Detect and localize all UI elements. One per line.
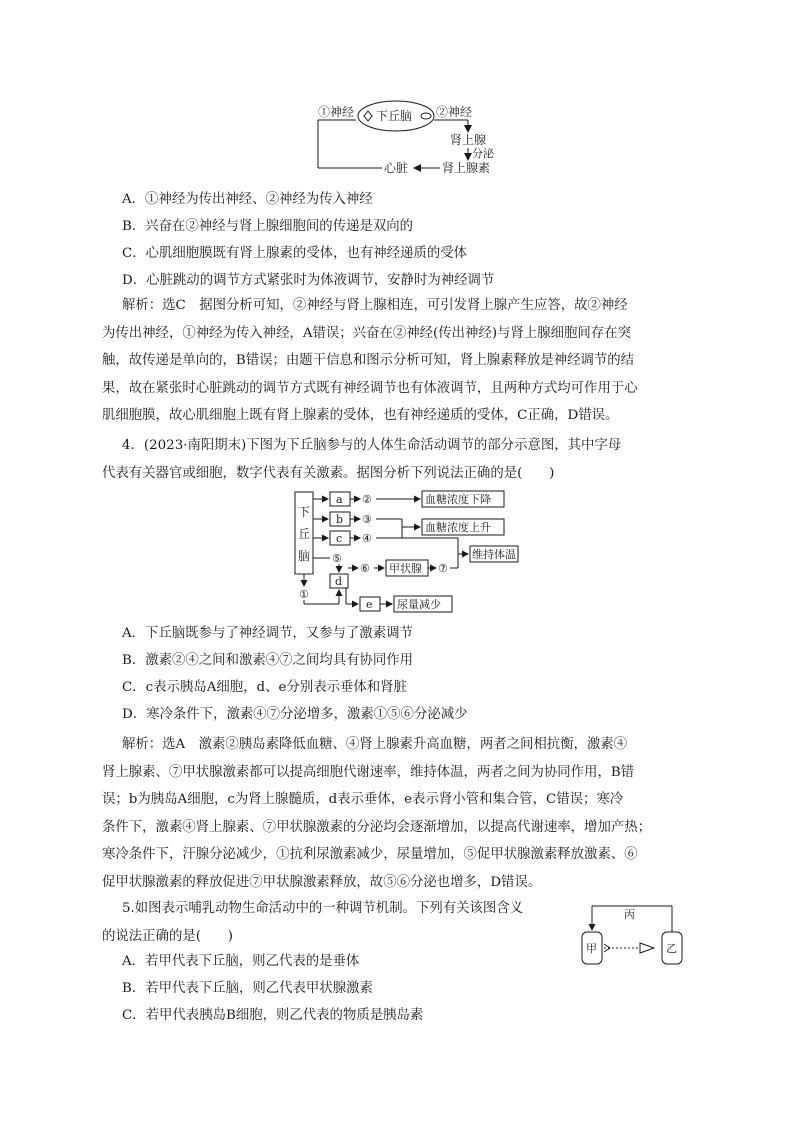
q3-analysis-line: 为传出神经，①神经为传入神经，A错误；兴奋在②神经(传出神经)与肾上腺细胞间存在突 xyxy=(102,325,631,341)
q5-option-a: A．若甲代表下丘脑，则乙代表的是垂体 xyxy=(122,954,360,969)
q3-option-d: D．心脏跳动的调节方式紧张时为体液调节，安静时为神经调节 xyxy=(122,273,495,288)
fig2-glucose-down: 血糖浓度下降 xyxy=(425,493,491,506)
q4-analysis-line: 条件下，激素④肾上腺素、⑦甲状腺激素的分泌均会逐渐增加，以提高代谢速率，增加产热； xyxy=(102,819,652,835)
q4-stem-line: 4．(2023·南阳期末)下图为下丘脑参与的人体生命活动调节的部分示意图，其中字母 xyxy=(122,438,622,453)
q5-option-b: B．若甲代表下丘脑，则乙代表甲状腺激素 xyxy=(122,981,373,996)
fig3-jia: 甲 xyxy=(586,942,597,955)
q4-analysis xyxy=(102,731,651,896)
fig2-hormone-7: ⑦ xyxy=(438,562,448,575)
q4-analysis-line: 肾上腺素、⑦甲状腺激素都可以提高细胞代谢速率，维持体温，两者之间为协同作用，B错 xyxy=(102,764,635,780)
q3-option-c: C．心肌细胞膜既有肾上腺素的受体，也有神经递质的受体 xyxy=(122,246,468,261)
fig2-label-b: b xyxy=(336,513,344,526)
fig3-hollow-arrow-head xyxy=(640,943,654,953)
q5-stem-line: 的说法正确的是( ) xyxy=(102,928,233,944)
figure-hypothalamus-regulation xyxy=(290,488,520,618)
q5-stem-line: 5.如图表示哺乳动物生命活动中的一种调节机制。下列有关该图含义 xyxy=(122,901,524,916)
fig2-hypo-char: 丘 xyxy=(298,527,311,541)
q3-analysis-line: 触，故传递是单向的，B错误；由题干信息和图示分析可知，肾上腺素释放是神经调节的结 xyxy=(102,353,635,368)
fig1-nerve2-label: ②神经 xyxy=(436,105,473,119)
q3-analysis-line: 解析：选C 据图分析可知，②神经与肾上腺相连，可引发肾上腺产生应答，故②神经 xyxy=(122,298,628,313)
fig2-thyroid: 甲状腺 xyxy=(389,562,422,575)
fig1-adrenaline-label: 肾上腺素 xyxy=(442,161,491,175)
fig2-hormone-2: ② xyxy=(362,493,372,506)
fig2-hormone-1: ① xyxy=(299,588,309,601)
fig2-hypo-char: 下 xyxy=(298,505,311,519)
fig2-hormone-3: ③ xyxy=(362,513,372,526)
q3-analysis-line: 果，故在紧张时心脏跳动的调节方式既有神经调节也有体液调节，且两种方式均可作用于心 xyxy=(102,380,638,396)
fig2-label-a: a xyxy=(336,493,343,506)
q5-stem xyxy=(102,895,523,950)
fig2-hormone-4: ④ xyxy=(362,532,372,545)
fig2-label-c: c xyxy=(336,532,343,545)
q4-option-a: A．下丘脑既参与了神经调节，又参与了激素调节 xyxy=(122,626,413,641)
fig2-hypo-char: 脑 xyxy=(298,549,311,563)
q4-option-c: C．c表示胰岛A细胞，d、e分别表示垂体和肾脏 xyxy=(122,680,407,695)
q4-option-d: D．寒冷条件下，激素④⑦分泌增多，激素①⑤⑥分泌减少 xyxy=(122,707,468,722)
q4-analysis-line: 寒冷条件下，汗腺分泌减少，①抗利尿激素减少，尿量增加，⑤促甲状腺激素释放激素、⑥ xyxy=(102,847,638,862)
q3-analysis-line: 肌细胞膜，故心肌细胞上既有肾上腺素的受体，也有神经递质的受体，C正确，D错误。 xyxy=(102,408,619,423)
fig1-nerve-end xyxy=(421,113,431,119)
figure-feedback-mechanism xyxy=(578,900,690,970)
q4-analysis-line: 解析：选A 激素②胰岛素降低血糖、④肾上腺素升高血糖，两者之间相抗衡，激素④ xyxy=(122,737,628,752)
fig2-hormone-5: ⑤ xyxy=(332,552,342,565)
q4-analysis-line: 促甲状腺激素的释放促进⑦甲状腺激素释放，故⑤⑥分泌也增多，D错误。 xyxy=(102,874,542,890)
fig3-yi: 乙 xyxy=(666,942,677,955)
fig1-adrenal-label: 肾上腺 xyxy=(450,133,487,147)
q3-option-a: A．①神经为传出神经、②神经为传入神经 xyxy=(122,192,373,207)
q4-option-b: B．激素②④之间和激素④⑦之间均具有协同作用 xyxy=(122,653,414,668)
fig2-glucose-up: 血糖浓度上升 xyxy=(425,521,491,534)
q3-analysis xyxy=(102,292,638,430)
fig1-heart-label: 心脏 xyxy=(384,161,409,175)
q4-stem-line: 代表有关器官或细胞，数字代表有关激素。据图分析下列说法正确的是( ) xyxy=(102,465,555,481)
fig1-secrete-label: 分泌 xyxy=(472,147,494,160)
fig3-bing: 丙 xyxy=(624,908,635,921)
q4-stem xyxy=(102,432,621,487)
figure-adrenal-regulation xyxy=(300,98,520,180)
fig1-nerve1-label: ①神经 xyxy=(318,105,355,119)
fig1-diamond-receptor xyxy=(364,111,372,121)
fig2-label-d: d xyxy=(335,575,343,588)
q5-option-c: C．若甲代表胰岛B细胞，则乙代表的物质是胰岛素 xyxy=(122,1008,424,1023)
fig2-hormone-6: ⑥ xyxy=(360,562,370,575)
q3-option-b: B．兴奋在②神经与肾上腺细胞间的传递是双向的 xyxy=(122,219,414,234)
fig1-hypothalamus-label: 下丘脑 xyxy=(376,109,413,123)
q4-analysis-line: 误；b为胰岛A细胞，c为肾上腺髓质，d表示垂体，e表示肾小管和集合管，C错误；寒冷 xyxy=(102,792,624,807)
fig2-urine-less: 尿量减少 xyxy=(397,598,441,611)
fig2-body-temp: 维持体温 xyxy=(472,548,516,561)
fig2-label-e: e xyxy=(366,598,373,611)
